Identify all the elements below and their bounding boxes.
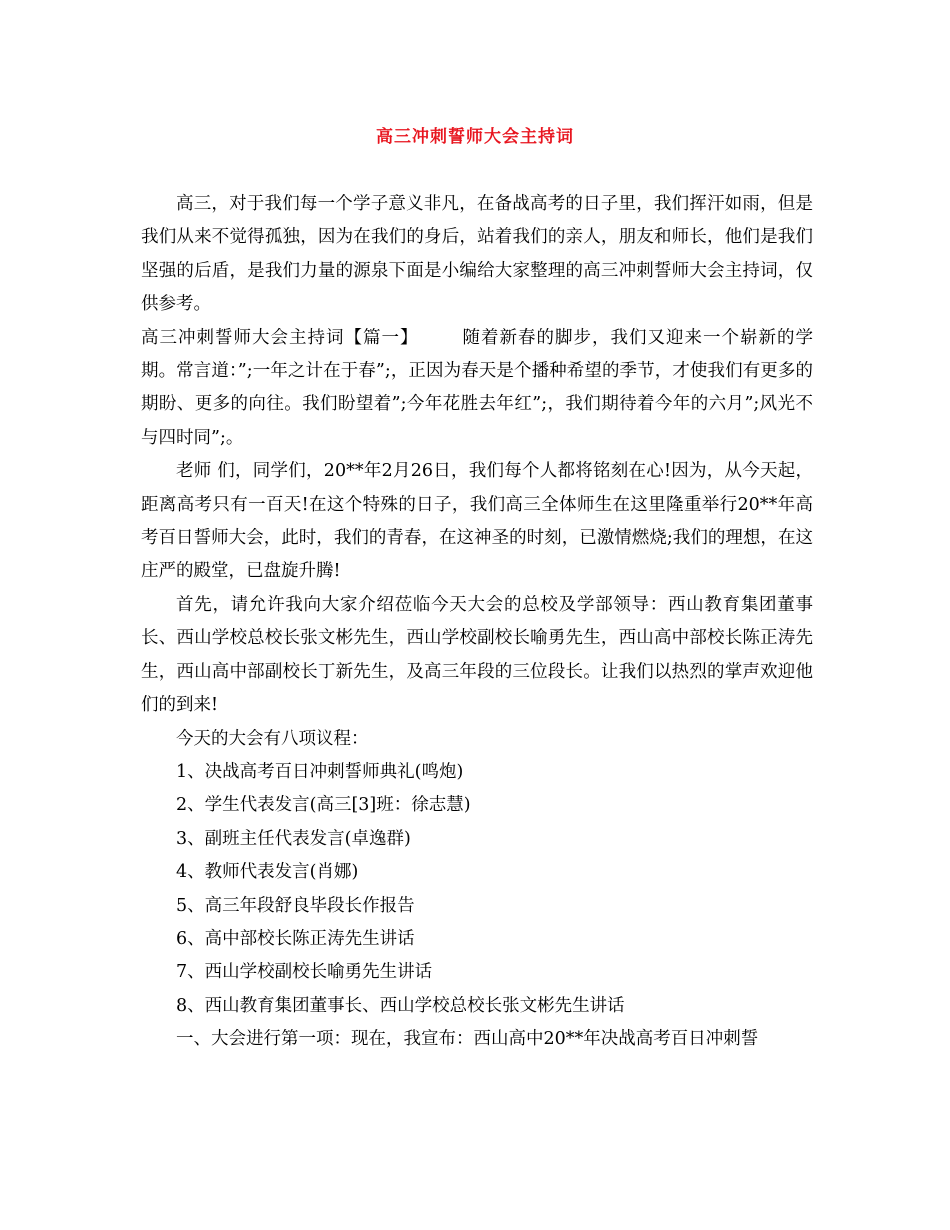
- agenda-item-5: 5、高三年段舒良毕段长作报告: [176, 895, 415, 916]
- intro-paragraph: 高三，对于我们每一个学子意义非凡，在备战高考的日子里，我们挥汗如雨，但是我们从来不觉得孤独，因为在我们的身后，站着我们的亲人，朋友和师长，他们是我们坚强的后盾，是我们力量的源泉下面是小编给大家整理的高三冲刺誓师大会主持词，仅供参考。: [141, 194, 813, 315]
- agenda-item-1: 1、决战高考百日冲刺誓师典礼(鸣炮): [176, 761, 464, 782]
- greeting-paragraph: 老师 们，同学们，20**年2月26日，我们每个人都将铭刻在心!因为，从今天起，距离高考只有一百天!在这个特殊的日子，我们高三全体师生在这里隆重举行20**年高考百日誓师大会，此时，我们的青春，在这神圣的时刻，已激情燃烧;我们的理想，在这庄严的殿堂，已盘旋升腾!: [141, 461, 813, 582]
- agenda-item-6: 6、高中部校长陈正涛先生讲话: [176, 928, 415, 949]
- first-item-paragraph: 一、大会进行第一项：现在，我宣布：西山高中20**年决战高考百日冲刺誓: [176, 1029, 759, 1050]
- leaders-paragraph: 首先，请允许我向大家介绍莅临今天大会的总校及学部领导：西山教育集团董事长、西山学校总校长张文彬先生，西山学校副校长喻勇先生，西山高中部校长陈正涛先生，西山高中部副校长丁新先生，及高三年段的三位段长。让我们以热烈的掌声欢迎他们的到来!: [141, 594, 813, 716]
- agenda-intro: 今天的大会有八项议程：: [176, 728, 369, 749]
- document-title: 高三冲刺誓师大会主持词: [376, 127, 574, 147]
- section-heading: 高三冲刺誓师大会主持词【篇一】: [141, 327, 419, 348]
- section-paragraph: [141, 322, 813, 456]
- agenda-item-7: 7、西山学校副校长喻勇先生讲话: [176, 962, 433, 983]
- section-opening-text: 随着新春的脚步，我们又迎来一个崭新的学期。常言道：”;一年之计在于春”;，正因为春天是个播种希望的季节，才使我们有更多的期盼、更多的向往。我们盼望着”;今年花胜去年红”;，我们期待着今年的六月”;风光不与四时同”;。: [141, 327, 813, 448]
- agenda-item-4: 4、教师代表发言(肖娜): [176, 862, 359, 883]
- agenda-item-2: 2、学生代表发言(高三[3]班：徐志慧): [176, 795, 471, 816]
- agenda-item-8: 8、西山教育集团董事长、西山学校总校长张文彬先生讲话: [176, 995, 625, 1016]
- agenda-item-3: 3、副班主任代表发言(卓逸群): [176, 828, 411, 849]
- document-body: [141, 188, 813, 1057]
